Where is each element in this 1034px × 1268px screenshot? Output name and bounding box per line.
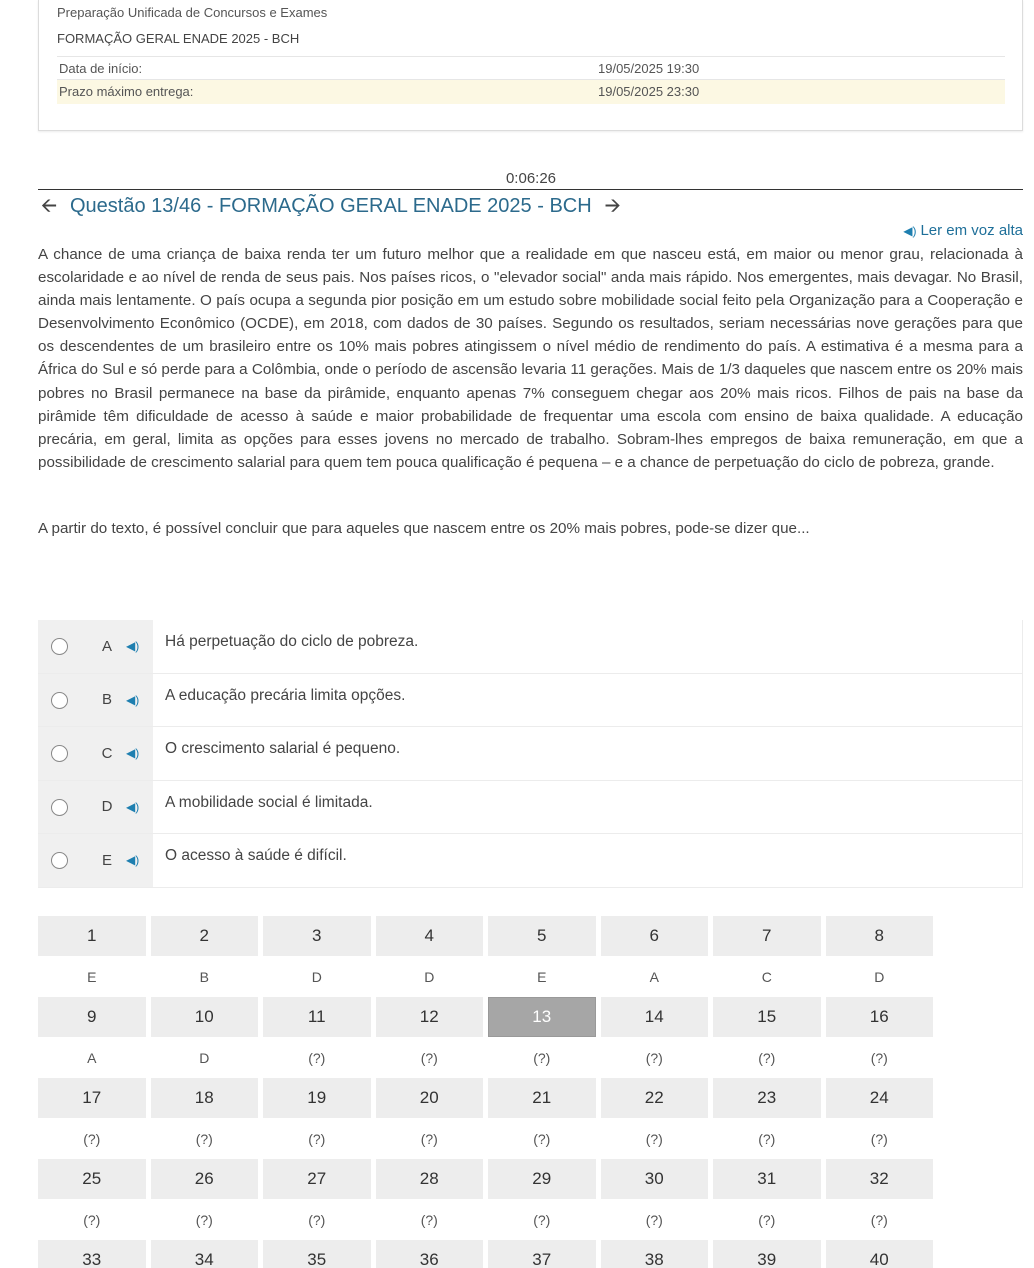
navigator-cell (376, 1078, 484, 1159)
radio-button[interactable] (51, 799, 68, 816)
start-date-label: Data de início: (59, 61, 143, 76)
question-number-button[interactable]: 40 (826, 1240, 934, 1268)
navigator-cell (263, 916, 371, 997)
question-answer: E (537, 968, 547, 985)
question-answer: (?) (533, 1130, 551, 1147)
start-date-row (57, 56, 1005, 80)
question-number-button[interactable]: 20 (376, 1078, 484, 1118)
navigator-cell (263, 997, 371, 1078)
navigator-cell (376, 997, 484, 1078)
exam-name: FORMAÇÃO GERAL ENADE 2025 - BCH (57, 31, 300, 46)
question-answer: (?) (308, 1211, 326, 1228)
question-number-button[interactable]: 10 (151, 997, 259, 1037)
question-number-button[interactable]: 1 (38, 916, 146, 956)
question-number-button[interactable]: 32 (826, 1159, 934, 1199)
navigator-cell (601, 997, 709, 1078)
navigator-cell (263, 1078, 371, 1159)
deadline-label: Prazo máximo entrega: (59, 84, 194, 99)
speaker-icon[interactable]: ◀) (126, 692, 140, 707)
question-number-button[interactable]: 16 (826, 997, 934, 1037)
option-text: A mobilidade social é limitada. (153, 781, 1023, 834)
question-prompt: A partir do texto, é possível concluir que para aqueles que nascem entre os 20% mais pobres, pode-se dizer que... (38, 520, 810, 537)
navigator-cell (151, 916, 259, 997)
option-d[interactable] (38, 781, 1023, 835)
question-number-button[interactable]: 12 (376, 997, 484, 1037)
question-number-button[interactable]: 7 (713, 916, 821, 956)
question-answer: D (424, 968, 435, 985)
navigator-cell (488, 1240, 596, 1268)
option-letter: C (101, 744, 113, 762)
option-side (38, 674, 153, 727)
question-answer: (?) (195, 1211, 213, 1228)
navigator-cell (601, 1240, 709, 1268)
navigator-cell (713, 1240, 821, 1268)
question-number-button[interactable]: 13 (488, 997, 596, 1037)
question-title: Questão 13/46 - FORMAÇÃO GERAL ENADE 2025 - BCH (70, 194, 592, 217)
question-header (38, 193, 624, 219)
speaker-icon[interactable]: ◀) (126, 746, 140, 761)
question-number-button[interactable]: 8 (826, 916, 934, 956)
question-answer: D (874, 968, 885, 985)
question-number-button[interactable]: 18 (151, 1078, 259, 1118)
arrow-left-icon[interactable]: 🡨 (40, 195, 58, 217)
speaker-icon[interactable]: ◀) (126, 799, 140, 814)
question-number-button[interactable]: 39 (713, 1240, 821, 1268)
read-aloud-link[interactable] (903, 222, 1023, 239)
navigator-cell (601, 1159, 709, 1240)
start-date-value: 19/05/2025 19:30 (598, 61, 700, 76)
option-c[interactable] (38, 727, 1023, 781)
question-number-button[interactable]: 24 (826, 1078, 934, 1118)
radio-button[interactable] (51, 852, 68, 869)
read-aloud-label: Ler em voz alta (920, 222, 1023, 239)
question-answer: A (649, 968, 659, 985)
navigator-cell (488, 916, 596, 997)
question-number-button[interactable]: 14 (601, 997, 709, 1037)
navigator-cell (38, 1159, 146, 1240)
navigator-cell (376, 916, 484, 997)
question-number-button[interactable]: 17 (38, 1078, 146, 1118)
option-side (38, 834, 153, 887)
navigator-cell (376, 1159, 484, 1240)
question-number-button[interactable]: 21 (488, 1078, 596, 1118)
option-side (38, 620, 153, 673)
question-answer: (?) (870, 1130, 888, 1147)
question-answer: (?) (645, 1211, 663, 1228)
question-number-button[interactable]: 5 (488, 916, 596, 956)
option-a[interactable] (38, 620, 1023, 674)
divider (38, 189, 1023, 190)
navigator-cell (151, 997, 259, 1078)
question-number-button[interactable]: 11 (263, 997, 371, 1037)
question-answer: D (311, 968, 322, 985)
question-number-button[interactable]: 23 (713, 1078, 821, 1118)
navigator-cell (38, 1240, 146, 1268)
option-letter: B (101, 691, 112, 709)
question-answer: (?) (533, 1049, 551, 1066)
arrow-right-icon[interactable]: 🡪 (604, 195, 621, 217)
navigator-cell (263, 1240, 371, 1268)
navigator-cell (151, 1159, 259, 1240)
navigator-cell (601, 1078, 709, 1159)
navigator-cell (601, 916, 709, 997)
question-passage: A chance de uma criança de baixa renda ter um futuro melhor que a realidade em que nasceu está, em maior ou menor grau, relacionada à escolaridade e ao nível de renda de seus pais. Nos países ricos, o "elevador social" anda mais rápido. Nos emergentes, mais devagar. No Brasil, ainda mais lentamente. O país ocupa a segunda pior posição em um estudo sobre mobilidade social feito pela Organização para a Cooperação e Desenvolvimento Econômico (OCDE), em 2018, com dados de 30 países. Segundo os resultados, seriam necessárias nove gerações para que os descendentes de um brasileiro entre os 10% mais pobres atingissem o nível médio de rendimento do país. A estimativa é a mesma para a África do Sul e só perde para a Colômbia, onde o período de ascensão levaria 11 gerações. Mais de 1/3 daqueles que nascem entre os 20% mais pobres no Brasil permanece na base da pirâmide, enquanto apenas 7% conseguem chegar aos 20% mais ricos. Filhos de pais na base da pirâmide têm dificuldade de acesso à saúde e maior probabilidade de frequentar uma escola com ensino de baixa qualidade. A educação precária, em geral, limita as opções para esses jovens no mercado de trabalho. Sobram-lhes empregos de baixa remuneração, em que a possibilidade de crescimento salarial para quem tem pouca qualificação é pequena – e a chance de perpetuação do ciclo de pobreza, grande. (38, 246, 1023, 471)
radio-button[interactable] (51, 638, 68, 655)
question-number-button[interactable]: 29 (488, 1159, 596, 1199)
question-answer: (?) (420, 1211, 438, 1228)
question-answer: A (87, 1049, 97, 1066)
option-letter: A (101, 637, 112, 655)
deadline-value: 19/05/2025 23:30 (598, 84, 700, 99)
question-number-button[interactable]: 9 (38, 997, 146, 1037)
question-answer: (?) (83, 1130, 101, 1147)
option-b[interactable] (38, 674, 1023, 728)
navigator-cell (488, 997, 596, 1078)
option-letter: D (101, 798, 113, 816)
navigator-cell (488, 1078, 596, 1159)
option-side (38, 727, 153, 780)
option-letter: E (101, 851, 112, 869)
question-answer: (?) (645, 1049, 663, 1066)
question-number-button[interactable]: 37 (488, 1240, 596, 1268)
question-number-button[interactable]: 6 (601, 916, 709, 956)
question-answer: (?) (420, 1049, 438, 1066)
speaker-icon: ◀) (903, 224, 917, 238)
question-answer: (?) (758, 1130, 776, 1147)
question-answer: (?) (195, 1130, 213, 1147)
question-number-button[interactable]: 27 (263, 1159, 371, 1199)
question-number-button[interactable]: 4 (376, 916, 484, 956)
question-number-button[interactable]: 30 (601, 1159, 709, 1199)
question-number-button[interactable]: 3 (263, 916, 371, 956)
question-navigator (38, 916, 938, 1268)
question-answer: E (87, 968, 97, 985)
countdown-timer: 0:06:26 (505, 170, 557, 187)
question-number-button[interactable]: 33 (38, 1240, 146, 1268)
navigator-cell (38, 1078, 146, 1159)
navigator-cell (488, 1159, 596, 1240)
navigator-cell (713, 1159, 821, 1240)
question-answer: (?) (308, 1049, 326, 1066)
question-number-button[interactable]: 35 (263, 1240, 371, 1268)
option-text: O crescimento salarial é pequeno. (153, 727, 1023, 780)
question-number-button[interactable]: 38 (601, 1240, 709, 1268)
organization-name: Preparação Unificada de Concursos e Exames (57, 5, 328, 20)
question-answer: B (199, 968, 209, 985)
navigator-cell (826, 916, 934, 997)
exam-info-panel (38, 0, 1023, 131)
question-answer: C (761, 968, 772, 985)
question-number-button[interactable]: 22 (601, 1078, 709, 1118)
question-number-button[interactable]: 28 (376, 1159, 484, 1199)
question-answer: (?) (83, 1211, 101, 1228)
navigator-cell (376, 1240, 484, 1268)
navigator-cell (151, 1240, 259, 1268)
option-text: A educação precária limita opções. (153, 674, 1023, 727)
navigator-cell (38, 916, 146, 997)
question-number-button[interactable]: 2 (151, 916, 259, 956)
navigator-cell (151, 1078, 259, 1159)
question-answer: (?) (758, 1049, 776, 1066)
question-answer: (?) (533, 1211, 551, 1228)
question-answer: (?) (870, 1049, 888, 1066)
question-answer: (?) (758, 1211, 776, 1228)
question-answer: (?) (645, 1130, 663, 1147)
navigator-cell (38, 997, 146, 1078)
question-answer: D (199, 1049, 210, 1066)
question-number-button[interactable]: 19 (263, 1078, 371, 1118)
navigator-cell (826, 1159, 934, 1240)
question-answer: (?) (420, 1130, 438, 1147)
navigator-cell (713, 997, 821, 1078)
option-side (38, 781, 153, 834)
radio-button[interactable] (51, 745, 68, 762)
option-text: O acesso à saúde é difícil. (153, 834, 1023, 887)
navigator-cell (826, 1078, 934, 1159)
radio-button[interactable] (51, 692, 68, 709)
navigator-cell (263, 1159, 371, 1240)
question-number-button[interactable]: 34 (151, 1240, 259, 1268)
question-number-button[interactable]: 26 (151, 1159, 259, 1199)
speaker-icon[interactable]: ◀) (126, 639, 140, 654)
navigator-cell (826, 997, 934, 1078)
question-number-button[interactable]: 36 (376, 1240, 484, 1268)
navigator-cell (826, 1240, 934, 1268)
question-answer: (?) (308, 1130, 326, 1147)
question-answer: (?) (870, 1211, 888, 1228)
answer-options (38, 620, 1023, 888)
navigator-cell (713, 1078, 821, 1159)
deadline-row (57, 80, 1005, 104)
option-e[interactable] (38, 834, 1023, 888)
navigator-cell (713, 916, 821, 997)
speaker-icon[interactable]: ◀) (126, 853, 140, 868)
option-text: Há perpetuação do ciclo de pobreza. (153, 620, 1023, 673)
question-number-button[interactable]: 31 (713, 1159, 821, 1199)
question-number-button[interactable]: 15 (713, 997, 821, 1037)
question-number-button[interactable]: 25 (38, 1159, 146, 1199)
